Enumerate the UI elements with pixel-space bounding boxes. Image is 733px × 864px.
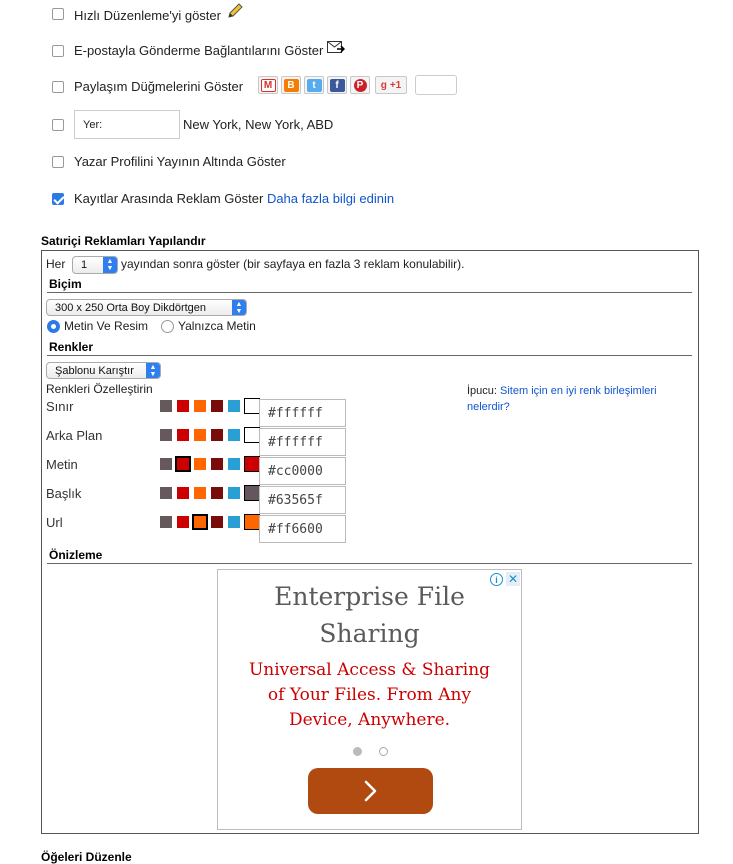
color-swatch[interactable] — [194, 400, 206, 412]
select-arrows-icon: ▲ ▼ — [146, 363, 160, 378]
color-swatch[interactable] — [160, 458, 172, 470]
email-links-label: E-postayla Gönderme Bağlantılarını Göster — [74, 43, 324, 58]
color-swatch[interactable] — [211, 400, 223, 412]
color-hex-input[interactable]: #63565f — [259, 486, 346, 514]
preview-title: Önizleme — [49, 548, 103, 562]
author-profile-checkbox[interactable] — [52, 156, 64, 168]
ad-headline[interactable]: Enterprise File Sharing — [274, 582, 465, 648]
inline-ads-checkbox[interactable] — [52, 193, 64, 205]
color-swatch[interactable] — [160, 400, 172, 412]
email-post-icon — [327, 41, 345, 55]
location-value: New York, New York, ABD — [183, 117, 334, 132]
pencil-icon — [226, 2, 244, 20]
every-n-posts-value: 1 — [81, 259, 88, 271]
every-n-posts-select[interactable] — [72, 256, 118, 274]
color-swatch[interactable] — [177, 487, 189, 499]
color-swatch[interactable] — [228, 458, 240, 470]
current-color-swatch[interactable] — [244, 485, 260, 501]
color-swatch[interactable] — [228, 400, 240, 412]
close-ad-icon[interactable]: ✕ — [507, 572, 519, 586]
color-row-label: Url — [46, 515, 63, 530]
color-swatch[interactable] — [228, 516, 240, 528]
ad-preview[interactable] — [217, 569, 522, 830]
facebook-icon[interactable]: f — [327, 76, 347, 94]
format-divider — [47, 292, 692, 293]
color-swatch[interactable] — [160, 429, 172, 441]
g-plus-label: g — [380, 79, 387, 91]
text-and-image-label: Metin Ve Resim — [64, 319, 149, 333]
color-swatch[interactable] — [160, 487, 172, 499]
color-row-label: Arka Plan — [46, 428, 103, 443]
text-and-image-radio[interactable] — [47, 320, 60, 333]
template-select[interactable] — [46, 362, 161, 379]
template-select-value: Şablonu Karıştır — [55, 364, 134, 377]
color-row-label: Sınır — [46, 399, 74, 414]
color-swatch[interactable] — [177, 400, 189, 412]
current-color-swatch[interactable] — [244, 456, 260, 472]
color-swatch[interactable] — [194, 487, 206, 499]
current-color-swatch[interactable] — [244, 398, 260, 414]
color-swatch[interactable] — [211, 458, 223, 470]
format-title: Biçim — [49, 277, 82, 291]
adchoices-icon[interactable]: i — [490, 573, 503, 586]
color-hex-input[interactable]: #cc0000 — [259, 457, 346, 485]
color-swatch[interactable] — [228, 429, 240, 441]
color-hex-input[interactable]: #ffffff — [259, 428, 346, 456]
share-buttons-checkbox[interactable] — [52, 81, 64, 93]
quick-edit-label: Hızlı Düzenleme'yi göster — [74, 8, 221, 23]
color-hex-input[interactable]: #ffffff — [259, 399, 346, 427]
ad-format-value: 300 x 250 Orta Boy Dikdörtgen — [55, 301, 207, 314]
location-input[interactable] — [74, 110, 180, 139]
location-checkbox[interactable] — [52, 119, 64, 131]
plus-one-count-bubble — [415, 75, 457, 95]
inline-ads-label — [74, 191, 394, 206]
tip-link[interactable]: Sitem için en iyi renk birleşimleri nelerdir? — [467, 385, 657, 413]
email-links-checkbox[interactable] — [52, 45, 64, 57]
current-color-swatch[interactable] — [244, 514, 260, 530]
share-buttons-label: Paylaşım Düğmelerini Göster — [74, 79, 244, 94]
author-profile-label: Yazar Profilini Yayının Altında Göster — [74, 154, 286, 169]
colors-title: Renkler — [49, 340, 94, 354]
color-swatch[interactable] — [194, 458, 206, 470]
tip-prefix: İpucu: — [467, 385, 497, 397]
color-swatch[interactable] — [228, 487, 240, 499]
ad-format-select[interactable] — [46, 299, 247, 316]
color-swatch[interactable] — [211, 516, 223, 528]
blogger-icon[interactable]: B — [281, 76, 301, 94]
inline-ads-section-title: Satıriçi Reklamları Yapılandır — [41, 234, 206, 248]
color-swatch[interactable] — [194, 516, 206, 528]
text-only-radio[interactable] — [161, 320, 174, 333]
pinterest-icon[interactable]: P — [350, 76, 370, 94]
customize-colors-label: Renkleri Özelleştirin — [46, 382, 153, 396]
select-arrows-icon: ▲ ▼ — [232, 300, 246, 315]
color-swatch[interactable] — [177, 429, 189, 441]
color-tip — [467, 383, 687, 415]
every-suffix: yayından sonra göster (bir sayfaya en fazla 3 reklam konulabilir). — [121, 257, 465, 271]
color-swatch[interactable] — [211, 429, 223, 441]
ad-body: Universal Access & Sharing of Your Files. From Any Device, Anywhere. — [248, 660, 491, 730]
ad-cta-button[interactable] — [308, 768, 433, 814]
colors-divider — [47, 355, 692, 356]
plus-one-label: +1 — [389, 79, 402, 91]
carousel-dot[interactable] — [379, 747, 388, 756]
inline-ads-text: Kayıtlar Arasında Reklam Göster — [74, 191, 264, 206]
current-color-swatch[interactable] — [244, 427, 260, 443]
carousel-dot-active[interactable] — [353, 747, 362, 756]
every-prefix: Her — [46, 257, 66, 271]
preview-divider — [47, 563, 692, 564]
chevron-right-icon — [363, 779, 379, 803]
location-input-label: Yer: — [83, 118, 103, 131]
color-row-label: Metin — [46, 457, 78, 472]
gmail-icon[interactable]: M — [258, 76, 278, 94]
twitter-icon[interactable]: t — [304, 76, 324, 94]
color-swatch[interactable] — [177, 516, 189, 528]
text-only-label: Yalnızca Metin — [178, 319, 256, 333]
color-swatch[interactable] — [211, 487, 223, 499]
learn-more-link[interactable]: Daha fazla bilgi edinin — [266, 191, 395, 206]
quick-edit-checkbox[interactable] — [52, 8, 64, 20]
select-arrows-icon: ▲ ▼ — [103, 257, 117, 273]
color-hex-input[interactable]: #ff6600 — [259, 515, 346, 543]
edit-items-title: Öğeleri Düzenle — [41, 850, 132, 864]
color-swatch[interactable] — [194, 429, 206, 441]
color-row-label: Başlık — [46, 486, 82, 501]
color-swatch[interactable] — [177, 458, 189, 470]
color-swatch[interactable] — [160, 516, 172, 528]
google-plus-one-icon[interactable] — [375, 76, 407, 94]
